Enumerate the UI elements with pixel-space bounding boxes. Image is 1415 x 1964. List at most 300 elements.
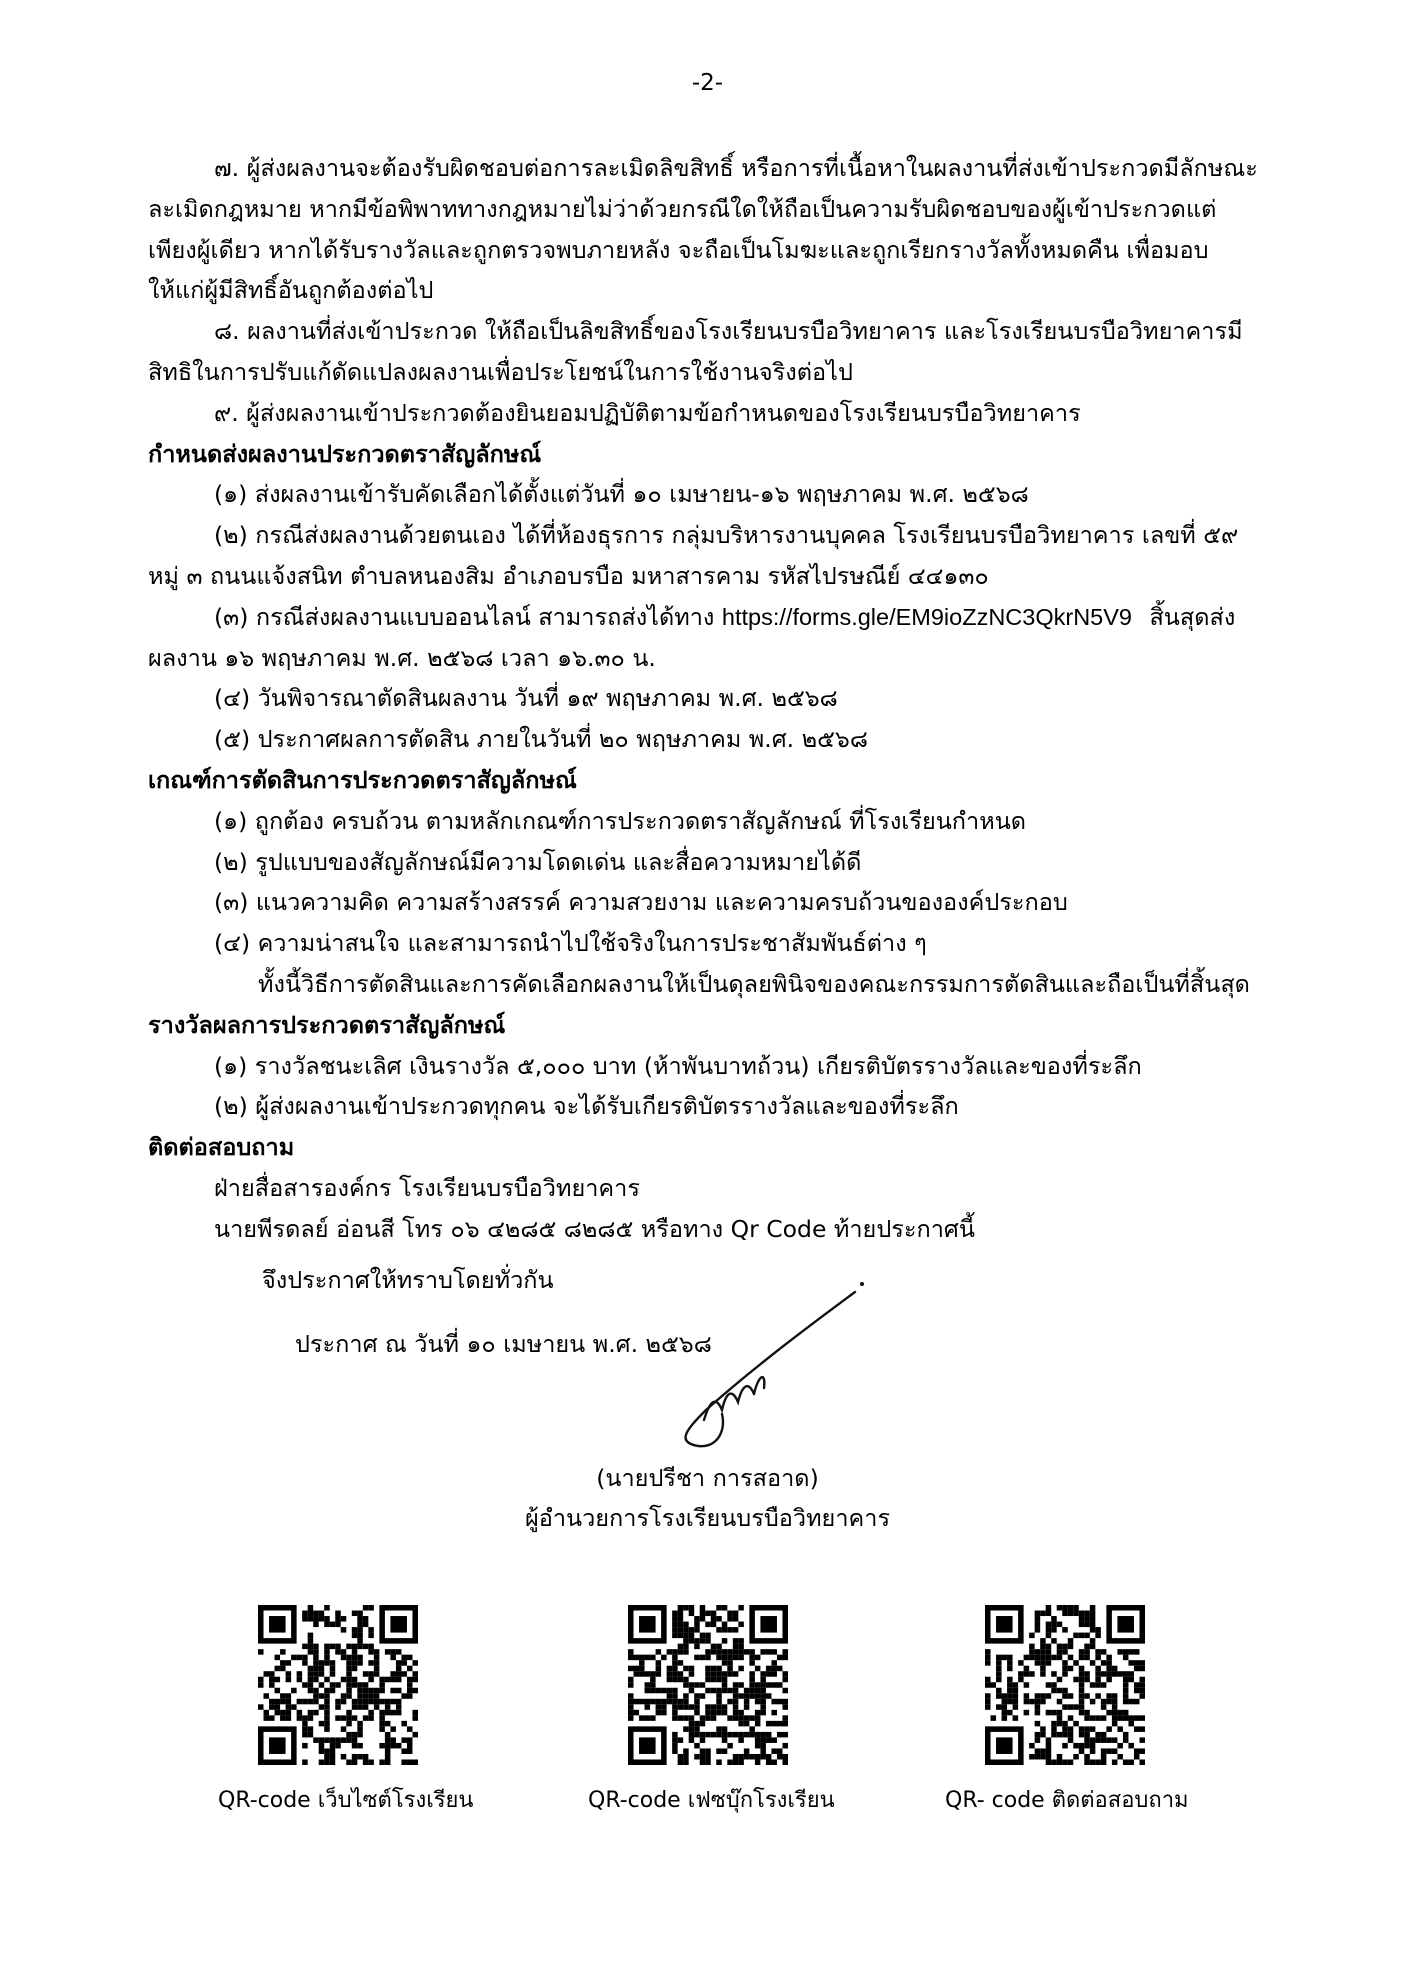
qr-module — [1139, 1748, 1145, 1754]
submission-form-link[interactable]: https://forms.gle/EM9ioZzNC3QkrN5V9 — [721, 603, 1132, 630]
qr-module — [716, 1693, 722, 1699]
qr-module — [308, 1682, 314, 1688]
qr-module — [385, 1721, 391, 1727]
qr-module — [711, 1671, 717, 1677]
qr-module — [1062, 1732, 1068, 1738]
qr-module — [379, 1699, 385, 1705]
qr-module — [1090, 1605, 1096, 1611]
qr-module — [341, 1616, 347, 1622]
qr-module — [1046, 1633, 1052, 1639]
qr-module — [1040, 1660, 1046, 1666]
qr-module — [766, 1693, 772, 1699]
qr-module — [1046, 1759, 1052, 1765]
qr-module — [357, 1743, 363, 1749]
qr-module — [1062, 1693, 1068, 1699]
qr-module — [985, 1660, 991, 1666]
qr-module — [335, 1649, 341, 1655]
qr-module — [335, 1616, 341, 1622]
qr-module — [1013, 1715, 1019, 1721]
qr-module — [645, 1699, 651, 1705]
qr-module — [1095, 1633, 1101, 1639]
qr-module — [1057, 1715, 1063, 1721]
qr-module — [667, 1671, 673, 1677]
qr-module — [694, 1726, 700, 1732]
qr-module — [1079, 1671, 1085, 1677]
qr-module — [324, 1660, 330, 1666]
qr-module — [313, 1666, 319, 1672]
qr-module — [269, 1682, 275, 1688]
qr-module — [1046, 1743, 1052, 1749]
qr-module — [678, 1627, 684, 1633]
qr-module — [650, 1682, 656, 1688]
qr-module — [1062, 1666, 1068, 1672]
qr-module — [390, 1671, 396, 1677]
qr-module — [1139, 1677, 1145, 1683]
qr-module — [667, 1699, 673, 1705]
qr-module — [672, 1649, 678, 1655]
qr-module — [324, 1688, 330, 1694]
qr-module — [771, 1710, 777, 1716]
qr-module — [396, 1710, 402, 1716]
qr-module — [727, 1611, 733, 1617]
qr-module — [286, 1693, 292, 1699]
qr-module — [390, 1677, 396, 1683]
qr-module — [727, 1655, 733, 1661]
qr-module — [275, 1710, 281, 1716]
qr-module — [1062, 1743, 1068, 1749]
qr-module — [401, 1660, 407, 1666]
qr-module — [1051, 1721, 1057, 1727]
qr-module — [390, 1710, 396, 1716]
qr-module — [275, 1655, 281, 1661]
qr-module — [996, 1655, 1002, 1661]
prize-item-2: (๒) ผู้ส่งผลงานเข้าประกวดทุกคน จะได้รับเกียรติบัตรรางวัลและของที่ระลึก — [214, 1092, 959, 1121]
qr-module — [286, 1699, 292, 1705]
qr-module — [678, 1649, 684, 1655]
qr-module — [716, 1688, 722, 1694]
qr-module — [716, 1732, 722, 1738]
qr-module — [678, 1677, 684, 1683]
qr-module — [1112, 1721, 1118, 1727]
qr-module — [1068, 1605, 1074, 1611]
qr-module — [1035, 1627, 1041, 1633]
qr-module — [766, 1666, 772, 1672]
qr-module — [760, 1737, 766, 1743]
qr-module — [1046, 1644, 1052, 1650]
qr-module — [705, 1748, 711, 1754]
qr-module — [319, 1671, 325, 1677]
qr-module — [368, 1677, 374, 1683]
qr-module — [678, 1616, 684, 1622]
qr-module — [645, 1671, 651, 1677]
qr-module — [733, 1682, 739, 1688]
qr-finder-pattern — [269, 1616, 286, 1633]
qr-module — [396, 1688, 402, 1694]
qr-module — [308, 1710, 314, 1716]
qr-module — [1068, 1666, 1074, 1672]
qr-module — [1051, 1622, 1057, 1628]
qr-module — [678, 1633, 684, 1639]
qr-module — [1024, 1682, 1030, 1688]
qr-module — [346, 1759, 352, 1765]
qr-module — [352, 1682, 358, 1688]
qr-module — [341, 1715, 347, 1721]
qr-module — [363, 1688, 369, 1694]
qr-module — [1007, 1710, 1013, 1716]
qr-module — [749, 1660, 755, 1666]
qr-module — [1051, 1759, 1057, 1765]
qr-module — [319, 1611, 325, 1617]
qr-module — [694, 1704, 700, 1710]
qr-module — [771, 1721, 777, 1727]
qr-module — [368, 1688, 374, 1694]
qr-module — [1062, 1627, 1068, 1633]
qr-module — [738, 1715, 744, 1721]
qr-finder-pattern — [996, 1737, 1013, 1754]
qr-module — [1057, 1688, 1063, 1694]
qr-module — [738, 1721, 744, 1727]
qr-module — [678, 1622, 684, 1628]
qr-code-website[interactable] — [258, 1605, 418, 1765]
qr-module — [672, 1710, 678, 1716]
qr-module — [412, 1715, 418, 1721]
qr-module — [308, 1611, 314, 1617]
qr-module — [1079, 1743, 1085, 1749]
qr-module — [733, 1732, 739, 1738]
qr-module — [634, 1699, 640, 1705]
qr-module — [678, 1704, 684, 1710]
qr-module — [733, 1649, 739, 1655]
qr-module — [1095, 1759, 1101, 1765]
qr-module — [1079, 1649, 1085, 1655]
qr-module — [407, 1682, 413, 1688]
qr-module — [700, 1715, 706, 1721]
qr-module — [700, 1721, 706, 1727]
qr-module — [280, 1699, 286, 1705]
qr-module — [733, 1611, 739, 1617]
qr-module — [672, 1616, 678, 1622]
qr-module — [722, 1688, 728, 1694]
qr-module — [1057, 1710, 1063, 1716]
qr-module — [1117, 1649, 1123, 1655]
qr-module — [1117, 1710, 1123, 1716]
qr-module — [1079, 1677, 1085, 1683]
qr-module — [738, 1638, 744, 1644]
qr-module — [1079, 1682, 1085, 1688]
qr-module — [308, 1633, 314, 1639]
qr-module — [368, 1660, 374, 1666]
qr-module — [766, 1721, 772, 1727]
qr-module — [639, 1660, 645, 1666]
qr-module — [1029, 1649, 1035, 1655]
qr-module — [639, 1655, 645, 1661]
qr-module — [396, 1671, 402, 1677]
qr-module — [1123, 1655, 1129, 1661]
qr-module — [1068, 1759, 1074, 1765]
qr-module — [319, 1721, 325, 1727]
qr-module — [716, 1677, 722, 1683]
qr-module — [694, 1699, 700, 1705]
qr-module — [1139, 1682, 1145, 1688]
qr-module — [722, 1622, 728, 1628]
qr-module — [996, 1688, 1002, 1694]
qr-module — [722, 1649, 728, 1655]
qr-module — [1101, 1660, 1107, 1666]
qr-module — [341, 1737, 347, 1743]
qr-module — [678, 1660, 684, 1666]
qr-module — [1002, 1655, 1008, 1661]
qr-module — [1090, 1699, 1096, 1705]
qr-module — [694, 1638, 700, 1644]
qr-module — [760, 1682, 766, 1688]
qr-module — [407, 1737, 413, 1743]
qr-module — [766, 1737, 772, 1743]
qr-module — [352, 1611, 358, 1617]
qr-module — [1029, 1655, 1035, 1661]
qr-module — [1090, 1759, 1096, 1765]
qr-module — [396, 1743, 402, 1749]
qr-module — [385, 1759, 391, 1765]
qr-module — [771, 1682, 777, 1688]
qr-module — [628, 1666, 634, 1672]
qr-module — [760, 1649, 766, 1655]
qr-module — [1139, 1688, 1145, 1694]
qr-module — [996, 1666, 1002, 1672]
qr-module — [1084, 1759, 1090, 1765]
qr-module — [705, 1732, 711, 1738]
qr-module — [286, 1704, 292, 1710]
qr-module — [407, 1726, 413, 1732]
qr-module — [368, 1633, 374, 1639]
qr-module — [330, 1666, 336, 1672]
qr-module — [297, 1699, 303, 1705]
qr-module — [346, 1710, 352, 1716]
qr-module — [1139, 1660, 1145, 1666]
qr-module — [1134, 1715, 1140, 1721]
qr-module — [755, 1754, 761, 1760]
qr-module — [678, 1605, 684, 1611]
page-number: -2- — [691, 70, 724, 96]
qr-module — [650, 1655, 656, 1661]
qr-module — [1139, 1715, 1145, 1721]
qr-module — [727, 1759, 733, 1765]
qr-module — [368, 1699, 374, 1705]
qr-module — [672, 1743, 678, 1749]
qr-module — [1073, 1754, 1079, 1760]
qr-module — [1029, 1699, 1035, 1705]
qr-module — [357, 1682, 363, 1688]
qr-module — [269, 1699, 275, 1705]
qr-module — [330, 1759, 336, 1765]
qr-module — [705, 1671, 711, 1677]
qr-module — [1079, 1611, 1085, 1617]
qr-module — [738, 1622, 744, 1628]
qr-module — [1040, 1644, 1046, 1650]
qr-module — [335, 1704, 341, 1710]
qr-module — [1068, 1737, 1074, 1743]
qr-module — [1035, 1611, 1041, 1617]
qr-module — [722, 1726, 728, 1732]
qr-module — [313, 1616, 319, 1622]
qr-module — [1040, 1726, 1046, 1732]
qr-module — [1095, 1666, 1101, 1672]
qr-module — [722, 1710, 728, 1716]
qr-module — [777, 1732, 783, 1738]
qr-module — [1051, 1655, 1057, 1661]
qr-module — [379, 1743, 385, 1749]
qr-module — [1134, 1688, 1140, 1694]
qr-module — [363, 1671, 369, 1677]
qr-module — [694, 1622, 700, 1628]
qr-module — [985, 1677, 991, 1683]
qr-module — [352, 1666, 358, 1672]
qr-module — [407, 1655, 413, 1661]
qr-module — [678, 1699, 684, 1705]
qr-module — [286, 1671, 292, 1677]
qr-module — [727, 1688, 733, 1694]
qr-module — [269, 1677, 275, 1683]
qr-module — [1062, 1704, 1068, 1710]
qr-module — [346, 1677, 352, 1683]
qr-code-facebook[interactable] — [628, 1605, 788, 1765]
qr-module — [396, 1649, 402, 1655]
qr-module — [760, 1693, 766, 1699]
qr-module — [1139, 1737, 1145, 1743]
qr-module — [766, 1732, 772, 1738]
qr-module — [694, 1743, 700, 1749]
qr-module — [705, 1754, 711, 1760]
qr-module — [1035, 1699, 1041, 1705]
qr-module — [1051, 1688, 1057, 1694]
qr-module — [1068, 1611, 1074, 1617]
qr-module — [302, 1655, 308, 1661]
qr-module — [678, 1611, 684, 1617]
qr-module — [733, 1699, 739, 1705]
qr-module — [1040, 1649, 1046, 1655]
qr-module — [1007, 1682, 1013, 1688]
qr-module — [401, 1737, 407, 1743]
qr-module — [771, 1666, 777, 1672]
qr-module — [352, 1743, 358, 1749]
qr-module — [1029, 1633, 1035, 1639]
qr-module — [760, 1704, 766, 1710]
criteria-note: ทั้งนี้วิธีการตัดสินและการคัดเลือกผลงานให้เป็นดุลยพินิจของคณะกรรมการตัดสินและถือเป็นที่สิ้นสุด — [258, 969, 1250, 998]
qr-module — [264, 1710, 270, 1716]
section-heading-criteria: เกณฑ์การตัดสินการประกวดตราสัญลักษณ์ — [148, 765, 577, 794]
qr-module — [683, 1754, 689, 1760]
qr-code-contact[interactable] — [985, 1605, 1145, 1765]
qr-module — [738, 1644, 744, 1650]
qr-module — [407, 1677, 413, 1683]
qr-module — [407, 1748, 413, 1754]
qr-module — [1139, 1693, 1145, 1699]
qr-module — [346, 1732, 352, 1738]
qr-module — [374, 1704, 380, 1710]
qr-module — [319, 1759, 325, 1765]
qr-module — [302, 1611, 308, 1617]
qr-module — [1035, 1748, 1041, 1754]
qr-module — [352, 1644, 358, 1650]
qr-module — [996, 1693, 1002, 1699]
announcement-date: ประกาศ ณ วันที่ ๑๐ เมษายน พ.ศ. ๒๕๖๘ — [295, 1330, 712, 1358]
qr-module — [335, 1743, 341, 1749]
qr-module — [656, 1688, 662, 1694]
qr-module — [650, 1715, 656, 1721]
qr-module — [1134, 1699, 1140, 1705]
qr-module — [363, 1759, 369, 1765]
qr-module — [368, 1759, 374, 1765]
qr-module — [407, 1743, 413, 1749]
qr-module — [1095, 1671, 1101, 1677]
qr-module — [628, 1715, 634, 1721]
qr-module — [711, 1710, 717, 1716]
qr-module — [639, 1666, 645, 1672]
qr-module — [766, 1754, 772, 1760]
qr-module — [1007, 1655, 1013, 1661]
submission-item-3-line-1 — [148, 597, 1278, 638]
qr-module — [280, 1660, 286, 1666]
qr-module — [749, 1677, 755, 1683]
qr-module — [672, 1655, 678, 1661]
qr-module — [755, 1682, 761, 1688]
qr-module — [275, 1666, 281, 1672]
qr-module — [1013, 1693, 1019, 1699]
qr-module — [733, 1688, 739, 1694]
qr-module — [1079, 1666, 1085, 1672]
qr-module — [716, 1655, 722, 1661]
qr-module — [1046, 1710, 1052, 1716]
qr-finder-pattern — [639, 1616, 656, 1633]
qr-module — [985, 1682, 991, 1688]
qr-module — [1035, 1737, 1041, 1743]
qr-module — [280, 1693, 286, 1699]
qr-module — [782, 1699, 788, 1705]
qr-module — [1084, 1710, 1090, 1716]
qr-module — [1134, 1666, 1140, 1672]
qr-module — [319, 1616, 325, 1622]
qr-module — [996, 1660, 1002, 1666]
qr-module — [689, 1704, 695, 1710]
qr-module — [1090, 1737, 1096, 1743]
qr-module — [313, 1660, 319, 1666]
qr-module — [722, 1677, 728, 1683]
qr-module — [1090, 1743, 1096, 1749]
qr-module — [352, 1759, 358, 1765]
qr-module — [700, 1737, 706, 1743]
qr-module — [711, 1644, 717, 1650]
qr-module — [777, 1666, 783, 1672]
qr-module — [324, 1655, 330, 1661]
qr-module — [1095, 1627, 1101, 1633]
qr-module — [407, 1688, 413, 1694]
qr-module — [689, 1633, 695, 1639]
qr-module — [689, 1638, 695, 1644]
qr-module — [716, 1671, 722, 1677]
qr-module — [1090, 1682, 1096, 1688]
qr-module — [1101, 1699, 1107, 1705]
qr-module — [1057, 1655, 1063, 1661]
qr-module — [297, 1655, 303, 1661]
qr-module — [319, 1748, 325, 1754]
qr-module — [1046, 1660, 1052, 1666]
qr-module — [689, 1682, 695, 1688]
qr-module — [1035, 1693, 1041, 1699]
qr-module — [357, 1611, 363, 1617]
qr-module — [1117, 1754, 1123, 1760]
qr-module — [374, 1699, 380, 1705]
qr-module — [1051, 1726, 1057, 1732]
qr-module — [1018, 1660, 1024, 1666]
